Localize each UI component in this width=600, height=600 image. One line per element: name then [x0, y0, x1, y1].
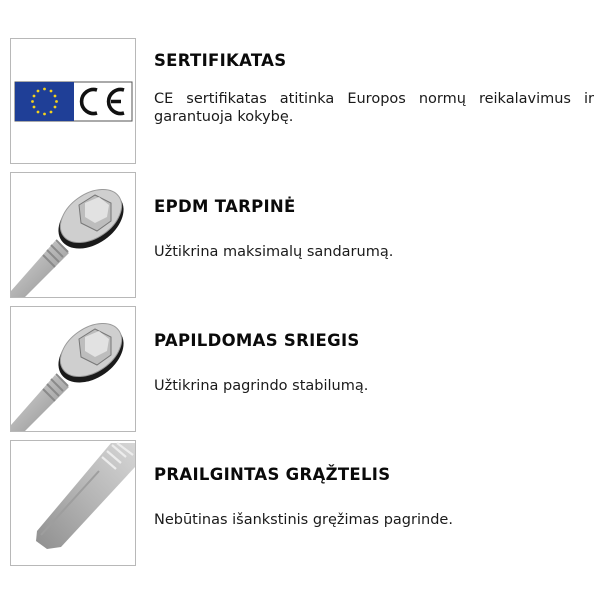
feature-extended-drill [0, 440, 600, 566]
feature-title: SERTIFIKATAS [154, 51, 287, 70]
ce-certificate-icon [11, 39, 135, 163]
feature-description: Užtikrina pagrindo stabilumą. [154, 378, 369, 394]
feature-title: EPDM TARPINĖ [154, 197, 296, 216]
feature-description: Nebūtinas išankstinis gręžimas pagrinde. [154, 512, 453, 528]
extended-drill-image [10, 440, 136, 566]
feature-extra-thread [0, 306, 600, 432]
feature-title: PAPILDOMAS SRIEGIS [154, 331, 360, 350]
feature-certificate [0, 38, 600, 164]
extra-thread-image [10, 306, 136, 432]
feature-epdm-washer [0, 172, 600, 298]
feature-description: Užtikrina maksimalų sandarumą. [154, 244, 394, 260]
extended-drill-tip-icon [11, 441, 135, 565]
ce-certificate-image [10, 38, 136, 164]
epdm-washer-image [10, 172, 136, 298]
screw-with-epdm-washer-icon [11, 173, 135, 297]
feature-description: CE sertifikatas atitinka Europos normų reikalavimus ir garantuoja kokybę. [154, 91, 594, 125]
feature-title: PRAILGINTAS GRĄŽTELIS [154, 465, 391, 484]
screw-with-extra-thread-icon [11, 307, 135, 431]
